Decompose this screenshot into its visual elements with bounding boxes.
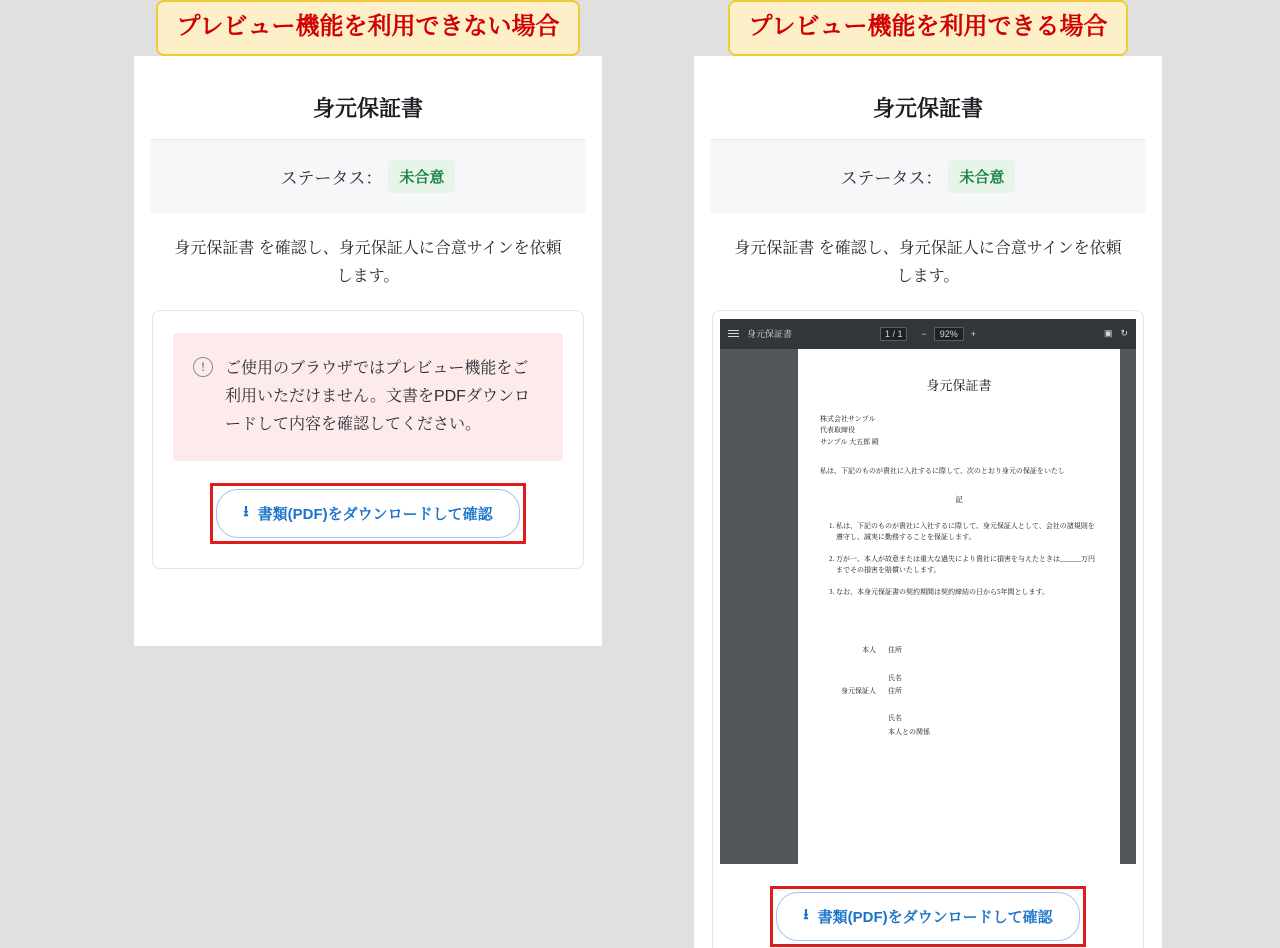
download-row-left [173, 483, 563, 544]
signature-spacer [820, 658, 1098, 672]
pdf-recipient-line-1: 株式会社サンプル [820, 414, 876, 423]
pdf-lead-text: 私は、下記のものが貴社に入社するに際して、次のとおり身元の保証をいたし [820, 467, 1065, 476]
pdf-clause-item: 2. 万が一、本人が故意または重大な過失により貴社に損害を与えたときは______万円までその損害を賠償いたします。 [836, 554, 1098, 577]
document-card-left [134, 56, 602, 646]
pdf-title: 身元保証書 [926, 377, 992, 393]
signature-name-label-2: 氏名 [888, 714, 902, 723]
pdf-page-content [798, 349, 1120, 864]
panel-with-preview [694, 0, 1162, 948]
pdf-clause-item: 1. 私は、下記のものが貴社に入社するに際して、身元保証人として、会社の諸規則を遵守し、誠実に勤務することを保証します。 [836, 521, 1098, 544]
download-pdf-button-left[interactable] [216, 489, 519, 538]
signature-row [820, 672, 1098, 685]
browser-unsupported-alert [173, 333, 563, 461]
hamburger-icon[interactable] [728, 328, 739, 339]
signature-row [820, 712, 1098, 725]
signature-row [820, 644, 1098, 657]
banner-wrap-right [694, 0, 1162, 56]
signature-name-label: 氏名 [888, 673, 902, 682]
toolbar-right-group [1104, 328, 1128, 339]
description-left: 身元保証書 を確認し、身元保証人に合意サインを依頼します。 [174, 240, 562, 285]
alert-message-text: ご使用のブラウザではプレビュー機能をご利用いただけません。文書をPDFダウンロードして内容を確認してください。 [225, 359, 530, 433]
status-label-right: ステータス： [840, 169, 943, 189]
status-label-left: ステータス： [280, 169, 383, 189]
zoom-in-button[interactable]: + [970, 328, 977, 339]
page-indicator[interactable]: 1 / 1 [880, 327, 908, 341]
signature-spacer [820, 698, 1098, 712]
pdf-clause-list [820, 521, 1098, 599]
pdf-viewer-toolbar [720, 319, 1136, 349]
download-row-right [720, 886, 1136, 947]
pdf-ki-marker: 記 [955, 494, 963, 504]
status-badge-left: 未合意 [388, 160, 455, 193]
signature-blank-label-3 [820, 726, 876, 739]
download-pdf-button-right[interactable] [776, 892, 1079, 941]
zoom-out-button[interactable]: − [921, 328, 927, 339]
status-badge-right: 未合意 [948, 160, 1015, 193]
signature-blank-label-2 [820, 712, 876, 725]
signature-row [820, 726, 1098, 739]
pdf-signature-block [820, 644, 1098, 738]
signature-self-label: 本人 [862, 646, 876, 655]
banner-label-with-preview: プレビュー機能を利用できる場合 [728, 0, 1127, 56]
download-pdf-label-left: 書類(PDF)をダウンロードして確認 [257, 505, 493, 523]
pdf-recipient [820, 414, 1098, 449]
pdf-viewer[interactable] [720, 319, 1136, 864]
page-title-right: 身元保証書 [872, 96, 983, 122]
status-bar-left [150, 140, 586, 213]
description-right: 身元保証書 を確認し、身元保証人に合意サインを依頼します。 [734, 240, 1122, 285]
panel-no-preview [134, 0, 602, 646]
highlight-box-left [210, 483, 525, 544]
download-icon: ⭳ [243, 502, 249, 520]
preview-box-left [152, 310, 584, 569]
download-icon: ⭳ [803, 905, 809, 923]
signature-blank-label [820, 672, 876, 685]
rotate-icon[interactable]: ↻ [1120, 328, 1128, 339]
status-bar-right [710, 140, 1146, 213]
fit-page-icon[interactable]: ▣ [1103, 328, 1113, 339]
preview-box-right [712, 310, 1144, 948]
signature-guarantor-label: 身元保証人 [841, 686, 876, 695]
exclamation-icon: ! [193, 357, 213, 377]
banner-wrap-left [134, 0, 602, 56]
signature-address-label-2: 住所 [888, 686, 902, 695]
banner-label-no-preview: プレビュー機能を利用できない場合 [156, 0, 579, 56]
download-pdf-label-right: 書類(PDF)をダウンロードして確認 [817, 908, 1053, 926]
toolbar-left-group [728, 327, 792, 340]
zoom-level[interactable]: 92% [934, 327, 964, 341]
signature-address-label: 住所 [888, 646, 902, 655]
document-card-right [694, 56, 1162, 948]
pdf-clause-item: 3. なお、本身元保証書の契約期間は契約締結の日から5年間とします。 [836, 587, 1098, 599]
pdf-recipient-line-2: 代表取締役 [820, 426, 855, 435]
signature-row [820, 685, 1098, 698]
pdf-recipient-line-3: サンプル 大五郎 殿 [820, 437, 879, 446]
highlight-box-right [770, 886, 1085, 947]
page-title-left: 身元保証書 [312, 96, 423, 122]
signature-relation-label: 本人との関係 [888, 727, 930, 736]
pdf-file-name: 身元保証書 [747, 329, 793, 340]
